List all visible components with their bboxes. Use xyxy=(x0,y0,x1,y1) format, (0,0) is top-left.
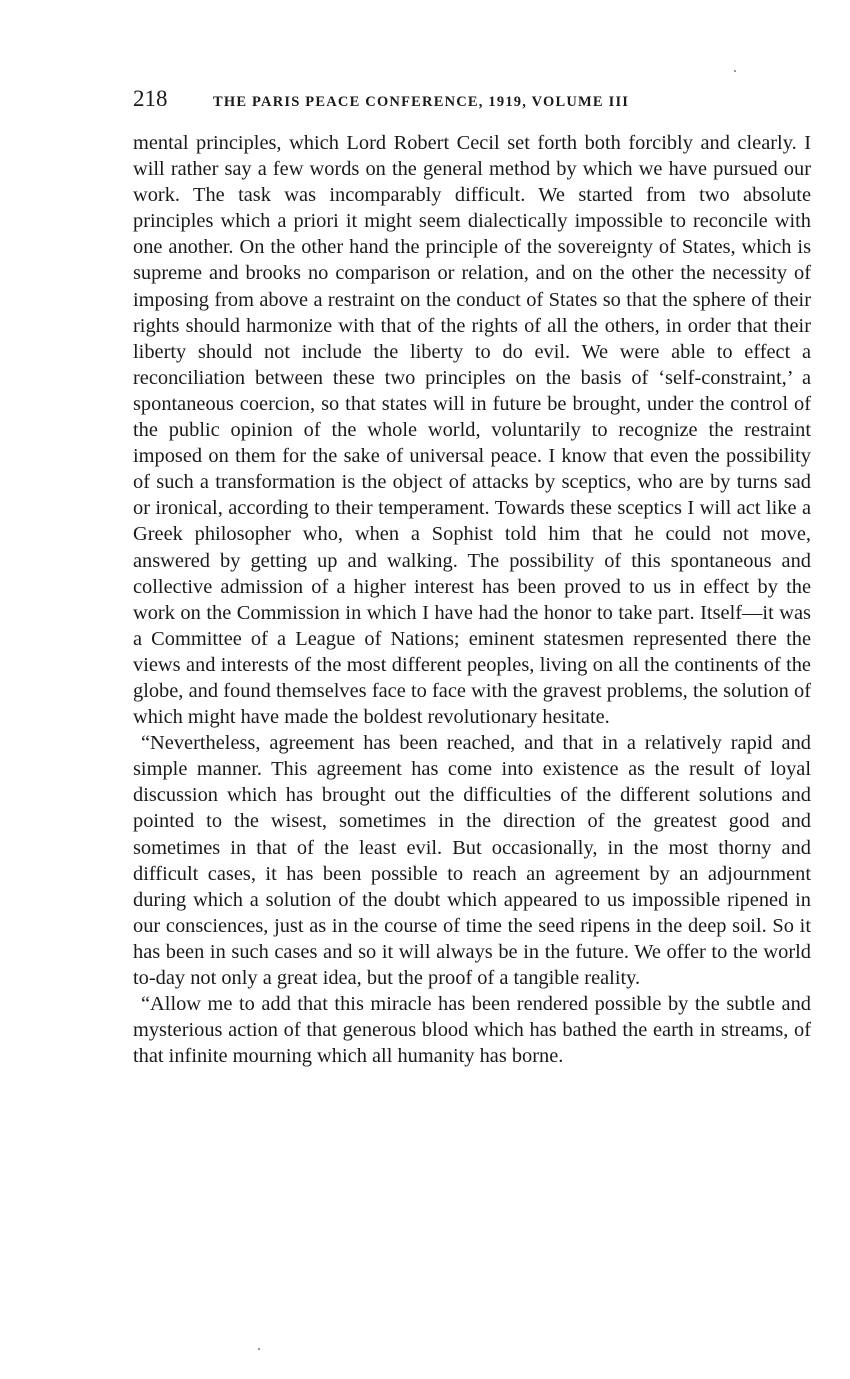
running-title: THE PARIS PEACE CONFERENCE, 1919, VOLUME III xyxy=(213,94,630,110)
document-page xyxy=(133,86,811,1069)
paragraph-agreement: “Nevertheless, agreement has been reached, and that in a relatively rapid and simple manner. This agreement has come into existence as the result of loyal discussion which has brought out the difficulties of the different solutions and pointed to the wisest, sometimes in the direction of the greatest good and sometimes in that of the least evil. But occasionally, in the most thorny and difficult cases, it has been possible to reach an agreement by an adjournment during which a solution of the doubt which appeared to us impossible ripened in our consciences, just as in the course of time the seed ripens in the deep soil. So it has been in such cases and so it will always be in the future. We offer to the world to-day not only a great idea, but the proof of a tangible reality. xyxy=(133,732,811,989)
scan-speck xyxy=(258,1348,260,1350)
page-number: 218 xyxy=(133,86,168,111)
running-head xyxy=(133,86,811,122)
scan-speck xyxy=(734,70,736,72)
paragraph-continued: mental principles, which Lord Robert Cecil set forth both forcibly and clearly. I will rather say a few words on the general method by which we have pursued our work. The task was incomparably difficult. We started from two absolute principles which a priori it might seem dialectically impossible to reconcile with one another. On the other hand the principle of the sovereignty of States, which is supreme and brooks no comparison or relation, and on the other the necessity of imposing from above a restraint on the conduct of States so that the sphere of their rights should harmonize with that of the rights of all the others, in order that their liberty should not include the liberty to do evil. We were able to effect a reconciliation between these two principles on the basis of ‘self-constraint,’ a spontaneous coercion, so that states will in future be brought, under the control of the public opinion of the whole world, voluntarily to recognize the restraint imposed on them for the sake of universal peace. I know that even the possibility of such a transformation is the object of attacks by sceptics, who are by turns sad or ironical, according to their temperament. Towards these sceptics I will act like a Greek philosopher who, when a Sophist told him that he could not move, answered by getting up and walking. The possibility of this spontaneous and collective admission of a higher interest has been proved to us in effect by the work on the Commission in which I have had the honor to take part. Itself—it was a Committee of a League of Nations; eminent statesmen represented there the views and interests of the most different peoples, living on all the continents of the globe, and found themselves face to face with the gravest problems, the solution of which might have made the boldest revolutionary hesitate. xyxy=(133,132,811,729)
body-text xyxy=(133,130,811,1069)
paragraph-miracle: “Allow me to add that this miracle has been rendered possible by the subtle and mysterious action of that generous blood which has bathed the earth in streams, of that infinite mourning which all humanity has borne. xyxy=(133,993,811,1068)
